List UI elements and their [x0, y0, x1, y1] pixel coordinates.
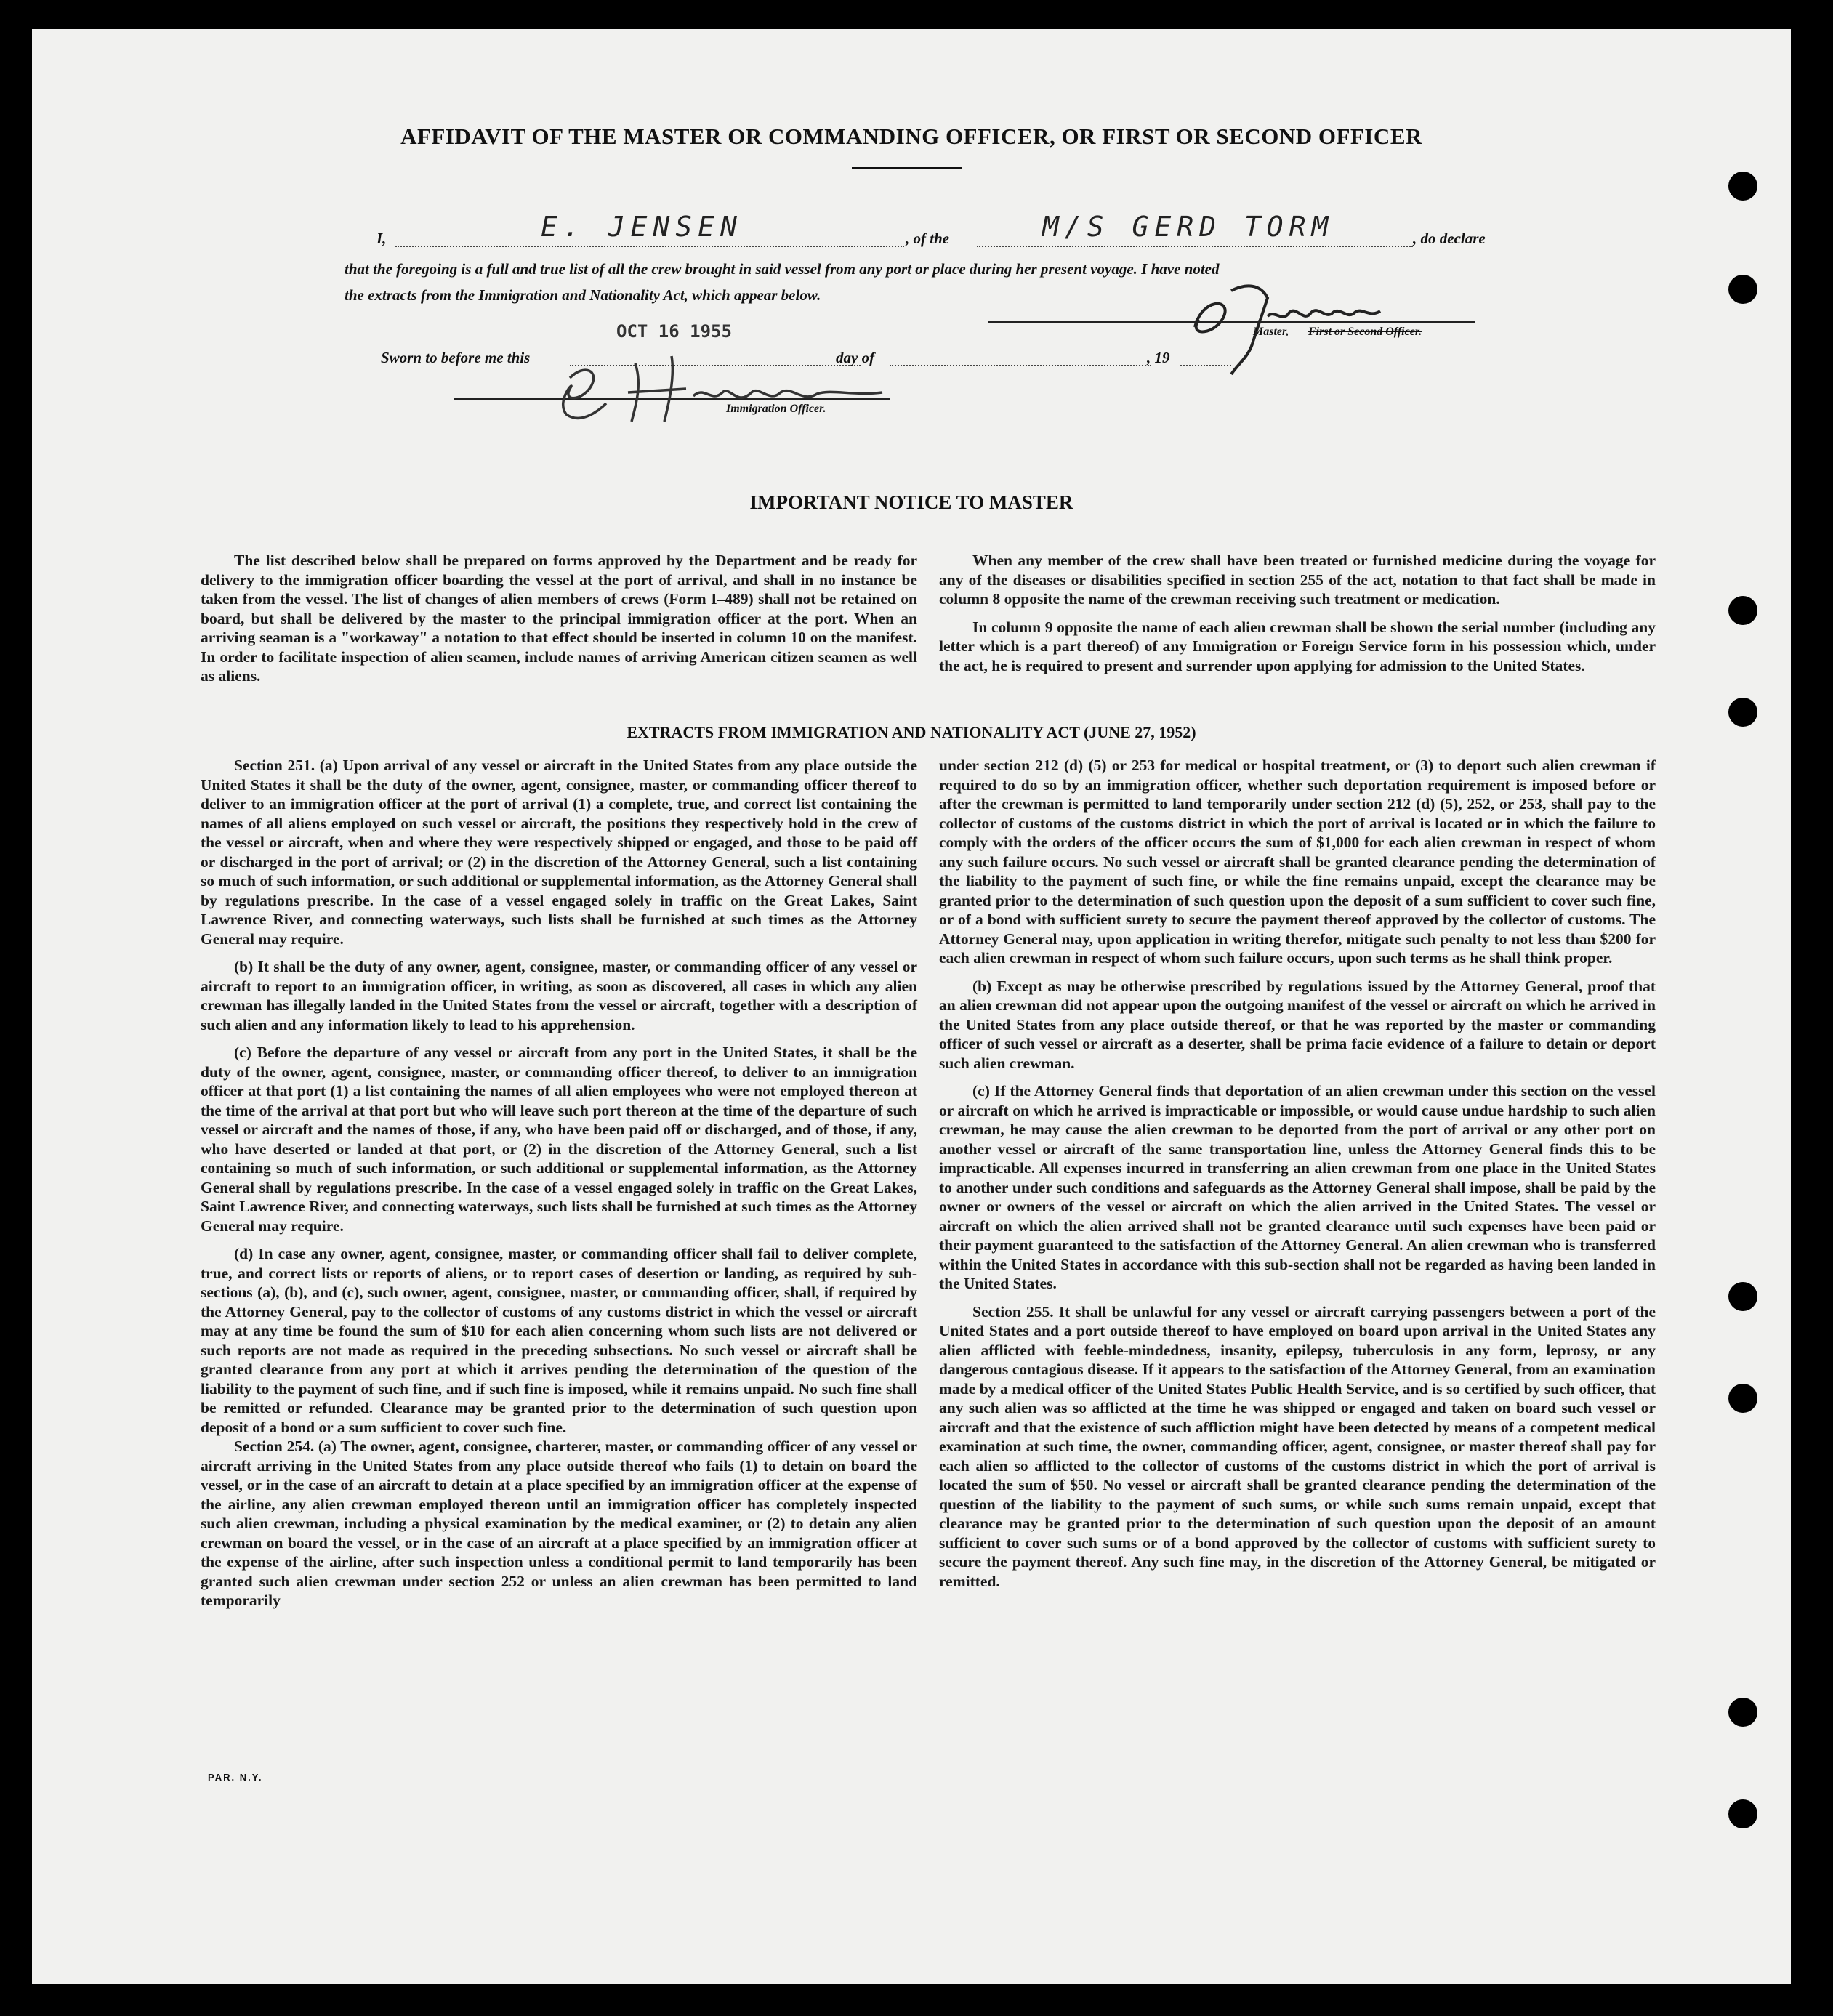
punch-hole [1728, 1698, 1757, 1727]
notice-title: IMPORTANT NOTICE TO MASTER [749, 491, 1073, 513]
name-line [395, 244, 904, 247]
extracts-title: EXTRACTS FROM IMMIGRATION AND NATIONALITY ACT (JUNE 27, 1952) [627, 723, 1196, 741]
punch-hole [1728, 596, 1757, 625]
declaration-of-the: , of the [906, 230, 950, 247]
struck-officer-label: First or Second Officer. [1308, 326, 1422, 338]
officer-signature [541, 349, 919, 429]
section-251-a: Section 251. (a) Upon arrival of any vessel or aircraft in the United States from any place outside the United States it shall be the duty of the owner, agent, consignee, master, or commanding officer thereof to deliver to an immigration officer at the port of arrival (1) a complete, true, and correct list containing the names of all aliens employed on such vessel or aircraft, the positions they respectively hold in the crew of the vessel or aircraft, when and where they were respectively shipped or engaged, and those to be paid off or discharged in the port of arrival; or (2) in the discretion of the Attorney General, such a list containing so much of such information, or such additional or supplemental information, as the Attorney General shall by regulations prescribe. In the case of a vessel engaged solely in traffic on the Great Lakes, Saint Lawrence River, and connecting waterways, such lists shall be furnished at such times as the Attorney General may require. [201, 757, 917, 948]
vessel-name: M/S GERD TORM [1042, 211, 1334, 243]
section-251-b: (b) It shall be the duty of any owner, agent, consignee, master, or commanding officer of any vessel or aircraft to report to an immigration officer, in writing, as soon as discovered, all cases in which any alien crewman has illegally landed in the United States from the vessel or aircraft, together with a description of such alien and any information likely to lead to his apprehension. [201, 958, 917, 1033]
notice-right-column [939, 551, 1656, 675]
month-line [890, 363, 1151, 366]
notice-left-column [201, 551, 917, 686]
document-page [32, 29, 1791, 1984]
title-rule [852, 167, 962, 169]
notice-paragraph: When any member of the crew shall have been treated or furnished medicine during the voyage for any of the diseases or disabilities specified in section 255 of the act, notation to that fact shall be made in column 8 opposite the name of the crewman receiving such treatment or medication. [939, 552, 1656, 608]
immigration-officer-label: Immigration Officer. [726, 403, 826, 415]
date-stamp: OCT 16 1955 [616, 321, 732, 342]
section-254-a-continued: under section 212 (d) (5) or 253 for medical or hospital treatment, or (3) to deport such alien crewman if required to do so by an immigration officer, whether such deportation requirement is imposed before or after the crewman is permitted to land temporarily under section 212 (d) (5), 252, or 253, shall pay to the collector of customs of the customs district in which the port of arrival is located or in which the failure to comply with the orders of the officer occurs the sum of $1,000 for each alien crewman in respect of whom any such failure occurs. No such vessel or aircraft shall be granted clearance pending the determination of the liability to the payment of such fine, or while the fine remains unpaid, except the clearance may be granted prior to the determination of such question upon the deposit of a sum sufficient to cover such fine, or of a bond with sufficient surety to secure the payment thereof approved by the collector of customs. The Attorney General may, upon application in writing therefor, mitigate such penalty to not less than $200 for each alien crewman in respect of whom such failure occurs, upon such terms as he shall think proper. [939, 757, 1656, 967]
master-label: Master, [1253, 326, 1289, 338]
form-printer-code: PAR. N.Y. [208, 1772, 263, 1783]
affidavit-title: AFFIDAVIT OF THE MASTER OR COMMANDING OFFICER, OR FIRST OR SECOND OFFICER [400, 124, 1422, 149]
vessel-line [977, 244, 1413, 247]
punch-hole [1728, 1282, 1757, 1311]
notice-paragraph: The list described below shall be prepared on forms approved by the Department and be ready for delivery to the immigration officer boarding the vessel at the port of arrival, and shall in no instance be taken from the vessel. The list of changes of alien members of crews (Form I–489) shall not be retained on board, but shall be delivered by the master to the principal immigration officer at the port. When an arriving seaman is a "workaway" a notation to that effect should be inserted in column 10 on the manifest. In order to facilitate inspection of alien seamen, include names of arriving American citizen seamen as well as aliens. [201, 552, 917, 685]
punch-hole [1728, 172, 1757, 201]
section-254-b: (b) Except as may be otherwise prescribed by regulations issued by the Attorney General, proof that an alien crewman did not appear upon the outgoing manifest of the vessel or aircraft on which he arrived in the United States from any place outside thereof, or that he was reported by the master or commanding officer of such vessel or aircraft as a deserter, shall be prima facie evidence of a failure to detain or deport such alien crewman. [939, 977, 1656, 1072]
punch-hole [1728, 1384, 1757, 1413]
section-254-c: (c) If the Attorney General finds that deportation of an alien crewman under this section on the vessel or aircraft on which he arrived is impracticable or impossible, or would cause undue hardship to such alien crewman, he may cause the alien crewman to be deported from the port of arrival or any other port on another vessel or aircraft of the same transportation line, unless the Attorney General finds this to be impracticable. All expenses incurred in transferring an alien crewman from one place in the United States to another under such conditions and safeguards as the Attorney General shall impose, shall be paid by the owner or owners of the vessel or aircraft on which the alien arrived in the United States. The vessel or aircraft on which the alien arrived shall not be granted clearance until such expenses have been paid or their payment guaranteed to the satisfaction of the Attorney General. An alien crewman who is transferred within the United States in accordance with this sub-section shall not be regarded as having been landed in the United States. [939, 1082, 1656, 1292]
punch-hole [1728, 1799, 1757, 1828]
section-251-c: (c) Before the departure of any vessel or aircraft from any port in the United States, it shall be the duty of the owner, agent, consignee, master, or commanding officer thereof, to deliver to an immigration officer at that port (1) a list containing the names of all alien employees who were not employed thereon at the time of the arrival at that port but who will leave such port thereon at the time of the departure of such vessel or aircraft and the names of those, if any, who have been paid off or discharged, and of those, if any, who have deserted or landed at that port, or (2) in the discretion of the Attorney General, such a list containing so much of such information, or such additional or supplemental information, as the Attorney General shall by regulations prescribe. In the case of a vessel engaged solely in traffic on the Great Lakes, Saint Lawrence River, and connecting waterways, such lists shall be furnished at such times as the Attorney General may require. [201, 1044, 917, 1235]
declarant-name: E. JENSEN [541, 211, 743, 243]
year-prefix: , 19 [1147, 349, 1170, 366]
extracts-right-column [939, 756, 1656, 1591]
notice-paragraph: In column 9 opposite the name of each alien crewman shall be shown the serial number (including any letter which is a part thereof) of any Immigration or Foreign Service form in his possession which, under the act, he is required to present and surrender upon applying for admission to the United States. [939, 618, 1656, 674]
section-255: Section 255. It shall be unlawful for any vessel or aircraft carrying passengers between a port of the United States and a port outside thereof to have employed on board upon arrival in the United States any alien afflicted with feeble-mindedness, insanity, epilepsy, tuberculosis in any form, leprosy, or any dangerous contagious disease. If it appears to the satisfaction of the Attorney General, from an examination made by a medical officer of the United States Public Health Service, and is so certified by such officer, that any such alien was so afflicted at the time he was shipped or engaged and taken on board such vessel or aircraft and that the existence of such affliction might have been detected by means of a competent medical examination at such time, the owner, commanding officer, agent, consignee, or master thereof shall pay for each alien so afflicted to the collector of customs of the customs district in which the port of arrival is located the sum of $50. No vessel or aircraft shall be granted clearance pending the determination of the question of the liability to the payment of such sums, or while such sums remain unpaid, except that clearance may be granted prior to the determination of such question upon the deposit of an amount sufficient to cover such sums or of a bond approved by the collector of customs with sufficient surety to secure the payment thereof. Any such fine may, in the discretion of the Attorney General, be mitigated or remitted. [939, 1302, 1656, 1590]
section-251-d: (d) In case any owner, agent, consignee, master, or commanding officer shall fail to deliver complete, true, and correct lists or reports of aliens, or to report cases of desertion or landing, as required by sub-sections (a), (b), and (c), such owner, agent, consignee, master, or commanding officer, shall, if required by the Attorney General, pay to the collector of customs of any customs district in which the vessel or aircraft may at any time be found the sum of $10 for each alien concerning whom such lists are not delivered or such reports are not made as required in the preceding subsections. No such vessel or aircraft shall be granted clearance from any port at which it arrives pending the determination of the question of the liability to the payment of such fine, and if such fine is imposed, while it remains unpaid. No such fine shall be remitted or refunded. Clearance may be granted prior to the determination of such question upon deposit of a bond or a sum sufficient to cover such fine. [201, 1245, 917, 1436]
day-of-label: day of [836, 349, 875, 366]
section-254-a: Section 254. (a) The owner, agent, consignee, charterer, master, or commanding officer of any vessel or aircraft arriving in the United States from any place outside thereof who fails (1) to detain on board the vessel, or in the case of an aircraft to detain at a place specified by an immigration officer at the expense of the airline, any alien crewman employed thereon until an immigration officer has completely inspected such alien crewman, including a physical examination by the medical examiner, or (2) to detain any alien crewman on board the vessel, or in the case of an aircraft at a place specified by an immigration officer at the expense of the airline, after such inspection unless a conditional permit to land temporarily has been granted such alien crewman under section 252 or unless an alien crewman has been permitted to land temporarily [201, 1438, 917, 1609]
declaration-do-declare: , do declare [1413, 230, 1486, 247]
punch-hole [1728, 698, 1757, 727]
sworn-label: Sworn to before me this [381, 349, 531, 366]
declaration-line-2: that the foregoing is a full and true list of all the crew brought in said vessel from any port or place during her present voyage. I have noted [345, 260, 1220, 278]
extracts-left-column [201, 756, 917, 1610]
declaration-line-3: the extracts from the Immigration and Nationality Act, which appear below. [345, 286, 821, 304]
declaration-i-label: I, [376, 230, 387, 247]
punch-hole [1728, 275, 1757, 304]
